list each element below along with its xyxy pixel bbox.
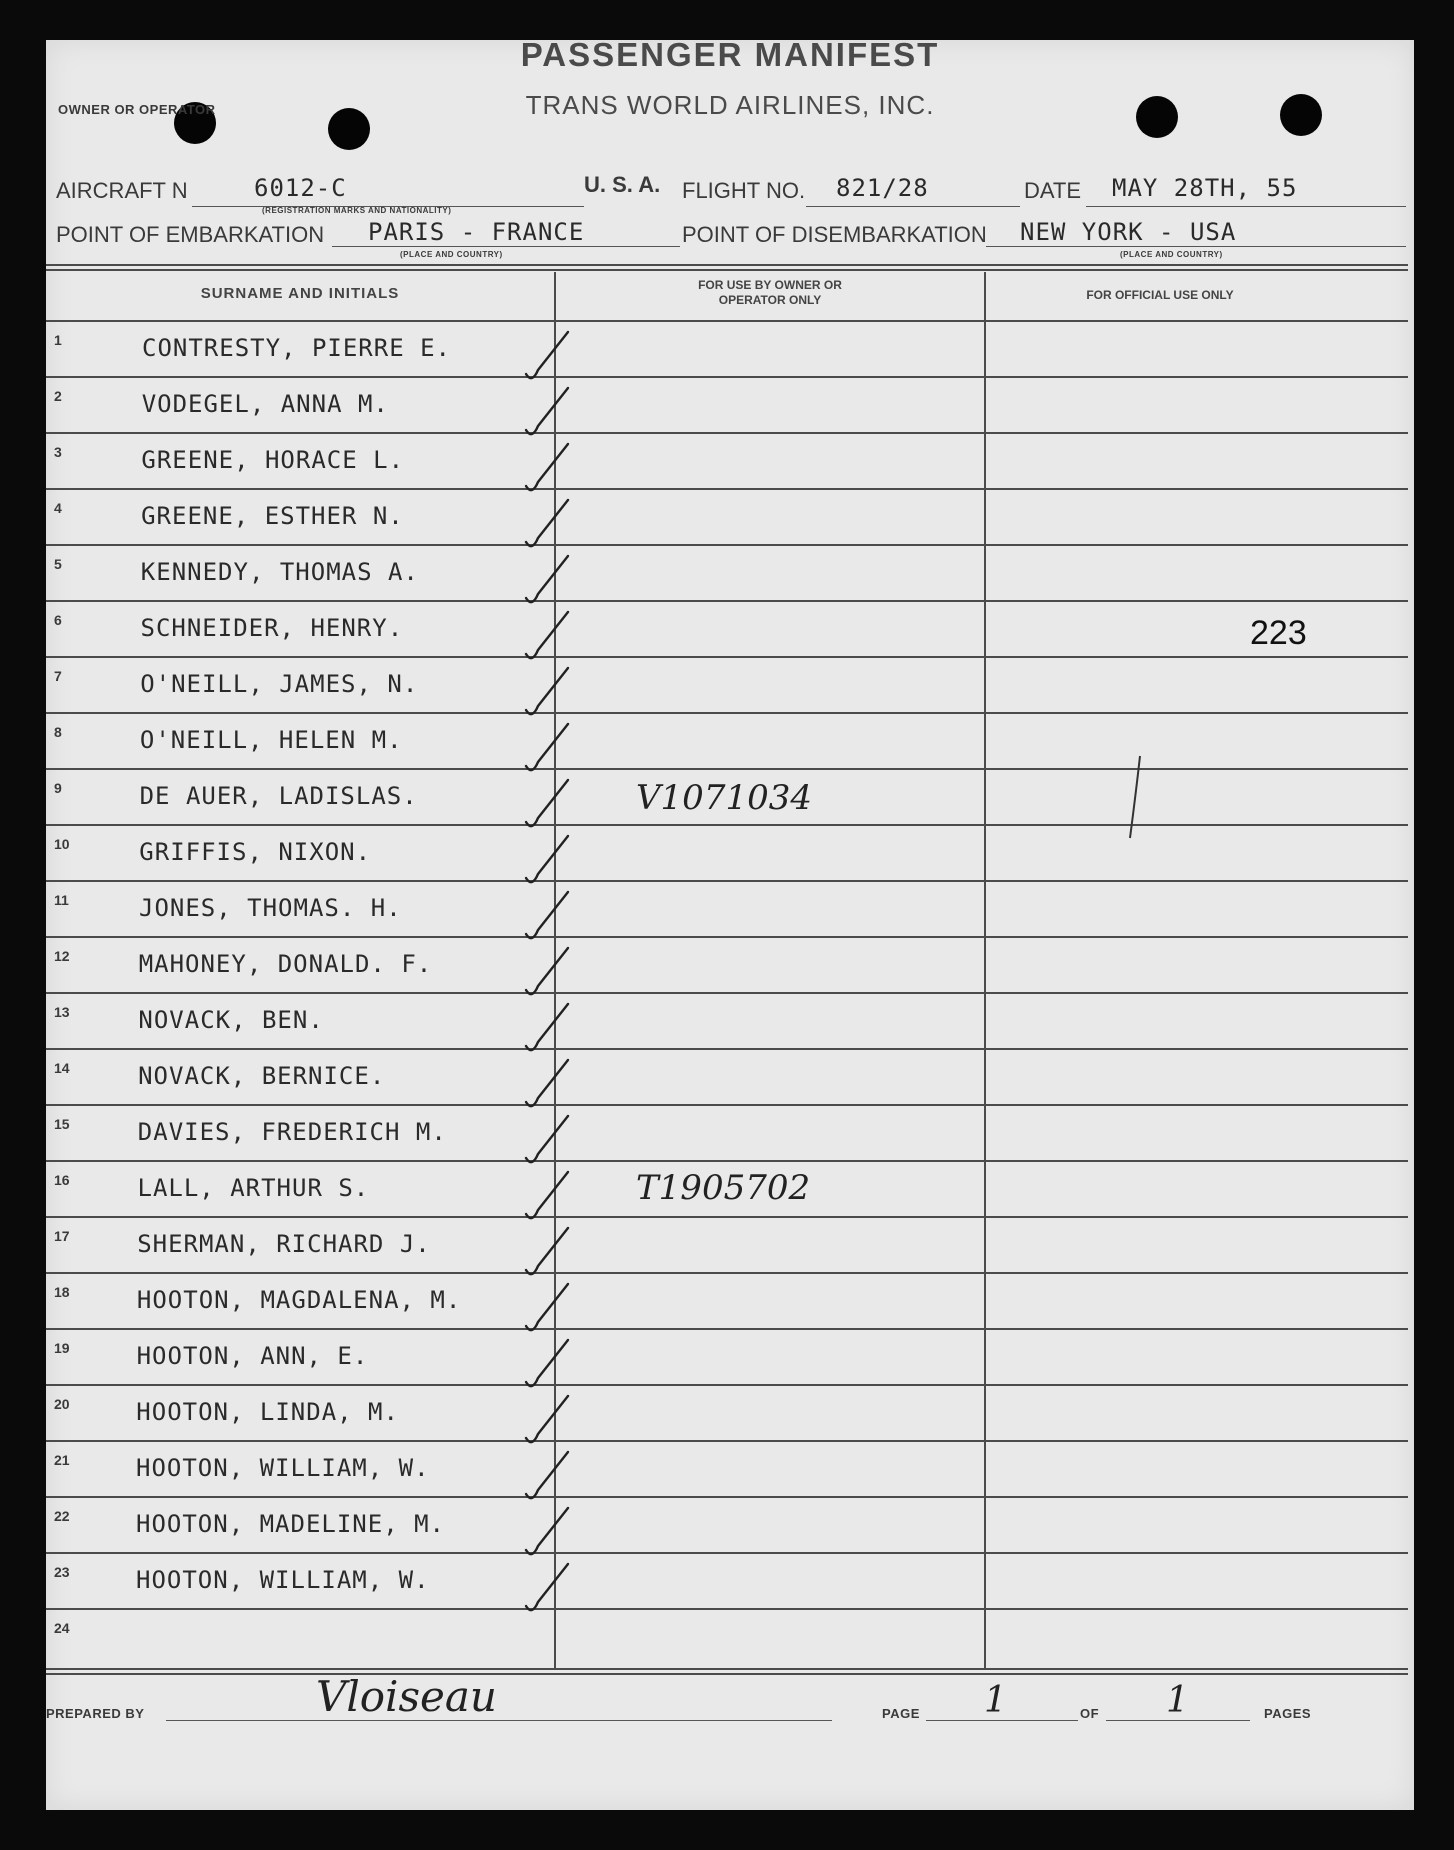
disembarkation-label: POINT OF DISEMBARKATION [682, 222, 987, 247]
passenger-name: O'NEILL, JAMES, N. [140, 670, 419, 698]
check-mark [526, 1396, 568, 1442]
column-header-surname: SURNAME AND INITIALS [200, 285, 400, 302]
manifest-sheet [46, 36, 1414, 1810]
column-header-official-use: FOR OFFICIAL USE ONLY [1086, 288, 1234, 302]
disembarkation-value: NEW YORK - USA [1020, 218, 1237, 246]
row-divider [46, 1160, 1408, 1162]
row-divider [46, 432, 1408, 434]
check-mark [526, 612, 568, 658]
row-number: 7 [54, 668, 62, 684]
check-mark [526, 668, 568, 714]
passenger-name: LALL, ARTHUR S. [137, 1174, 370, 1202]
row-divider [46, 544, 1408, 546]
check-mark [526, 1116, 568, 1162]
passenger-name: HOOTON, WILLIAM, W. [136, 1454, 430, 1482]
passport-number-row9: V1071034 [636, 778, 812, 818]
check-mark [526, 1340, 568, 1386]
embarkation-value: PARIS - FRANCE [368, 218, 585, 246]
row-number: 3 [54, 444, 62, 460]
row-number: 14 [54, 1060, 70, 1076]
row-divider [46, 1384, 1408, 1386]
passenger-name: KENNEDY, THOMAS A. [140, 558, 419, 586]
row-number: 17 [54, 1228, 70, 1244]
owner-label: OWNER OR OPERATOR [58, 102, 216, 117]
row-divider [46, 1552, 1408, 1554]
row-number: 6 [54, 612, 62, 628]
passenger-name: O'NEILL, HELEN M. [139, 726, 403, 754]
date-label: DATE [1024, 178, 1082, 203]
row-divider [46, 1496, 1408, 1498]
check-mark [526, 500, 568, 546]
check-marks [516, 330, 636, 1650]
official-tick-mark [1126, 752, 1146, 842]
row-divider [46, 712, 1408, 714]
airline-name: TRANS WORLD AIRLINES, INC. [525, 90, 935, 120]
passenger-name: GRIFFIS, NIXON. [139, 838, 372, 866]
check-mark [526, 1060, 568, 1106]
row-divider [46, 1272, 1408, 1274]
row-number: 8 [54, 724, 62, 740]
prepared-by-label: PREPARED BY [46, 1706, 145, 1721]
check-mark [526, 1228, 568, 1274]
aircraft-caption: (REGISTRATION MARKS AND NATIONALITY) [262, 206, 452, 215]
row-number: 22 [54, 1508, 70, 1524]
passenger-name: SCHNEIDER, HENRY. [140, 614, 404, 642]
row-number: 19 [54, 1340, 70, 1356]
check-mark [526, 1508, 568, 1554]
column-header-owner-use: FOR USE BY OWNER OR OPERATOR ONLY [698, 278, 842, 307]
passenger-name: CONTRESTY, PIERRE E. [142, 334, 451, 362]
manifest-title: PASSENGER MANIFEST [520, 36, 940, 73]
check-mark [526, 556, 568, 602]
passenger-name: HOOTON, LINDA, M. [136, 1398, 399, 1426]
aircraft-label: AIRCRAFT N [56, 178, 188, 203]
check-mark [526, 388, 568, 434]
passenger-name: DAVIES, FREDERICH M. [137, 1118, 447, 1146]
official-number: 223 [1250, 614, 1307, 652]
check-mark [526, 332, 568, 378]
row-divider [46, 880, 1408, 882]
row-divider [46, 824, 1408, 826]
row-number: 4 [54, 500, 62, 516]
of-value: 1 [1166, 1680, 1189, 1721]
preparer-signature: Vloiseau [316, 1672, 497, 1721]
pages-label: PAGES [1264, 1706, 1312, 1721]
embarkation-label: POINT OF EMBARKATION [56, 222, 325, 247]
row-divider [46, 768, 1408, 770]
flight-value: 821/28 [836, 174, 929, 202]
row-number: 12 [54, 948, 70, 964]
check-mark [526, 892, 568, 938]
passenger-name: MAHONEY, DONALD. F. [138, 950, 433, 978]
passenger-name: GREENE, ESTHER N. [141, 502, 404, 530]
row-divider [46, 1608, 1408, 1610]
check-mark [526, 1284, 568, 1330]
of-label: OF [1080, 1706, 1100, 1721]
row-number: 18 [54, 1284, 70, 1300]
row-number: 5 [54, 556, 62, 572]
row-divider [46, 1216, 1408, 1218]
flight-label: FLIGHT NO. [682, 178, 806, 203]
check-mark [526, 836, 568, 882]
check-mark [526, 444, 568, 490]
row-divider [46, 376, 1408, 378]
passenger-name: HOOTON, MAGDALENA, M. [136, 1286, 462, 1314]
row-number: 13 [54, 1004, 70, 1020]
page-label: PAGE [882, 1706, 920, 1721]
row-divider [46, 488, 1408, 490]
passenger-name: HOOTON, MADELINE, M. [136, 1510, 445, 1538]
passenger-name: NOVACK, BEN. [138, 1006, 324, 1034]
row-divider [46, 992, 1408, 994]
row-divider [46, 936, 1408, 938]
row-number: 11 [54, 892, 69, 908]
aircraft-value: 6012-C [254, 174, 347, 202]
row-number: 10 [54, 836, 70, 852]
passenger-name: GREENE, HORACE L. [141, 446, 405, 474]
row-number: 2 [54, 388, 62, 404]
passenger-name: HOOTON, ANN, E. [136, 1342, 369, 1370]
usa-label: U. S. A. [584, 172, 661, 197]
row-divider [46, 656, 1408, 658]
embarkation-caption: (PLACE AND COUNTRY) [400, 250, 503, 259]
page-value: 1 [984, 1680, 1007, 1721]
row-number: 9 [54, 780, 62, 796]
check-mark [526, 780, 568, 826]
passenger-name: DE AUER, LADISLAS. [139, 782, 418, 810]
passport-number-row16: T1905702 [636, 1168, 811, 1208]
disembarkation-caption: (PLACE AND COUNTRY) [1120, 250, 1223, 259]
row-number: 16 [54, 1172, 70, 1188]
check-mark [526, 1004, 568, 1050]
row-divider [46, 1328, 1408, 1330]
passenger-name: VODEGEL, ANNA M. [141, 390, 389, 418]
row-number: 24 [54, 1620, 70, 1636]
row-number: 21 [54, 1452, 70, 1468]
date-value: MAY 28TH, 55 [1112, 174, 1298, 202]
row-divider [46, 1440, 1408, 1442]
row-number: 1 [54, 332, 62, 348]
row-divider [46, 1104, 1408, 1106]
passenger-name: JONES, THOMAS. H. [139, 894, 402, 922]
check-mark [526, 1172, 568, 1218]
row-number: 20 [54, 1396, 70, 1412]
check-mark [526, 724, 568, 770]
row-divider [46, 1048, 1408, 1050]
check-mark [526, 1564, 568, 1610]
passenger-name: SHERMAN, RICHARD J. [137, 1230, 431, 1258]
passenger-name: HOOTON, WILLIAM, W. [136, 1566, 430, 1594]
row-number: 23 [54, 1564, 70, 1580]
check-mark [526, 1452, 568, 1498]
passenger-name: NOVACK, BERNICE. [138, 1062, 386, 1090]
check-mark [526, 948, 568, 994]
row-divider [46, 600, 1408, 602]
row-number: 15 [54, 1116, 70, 1132]
